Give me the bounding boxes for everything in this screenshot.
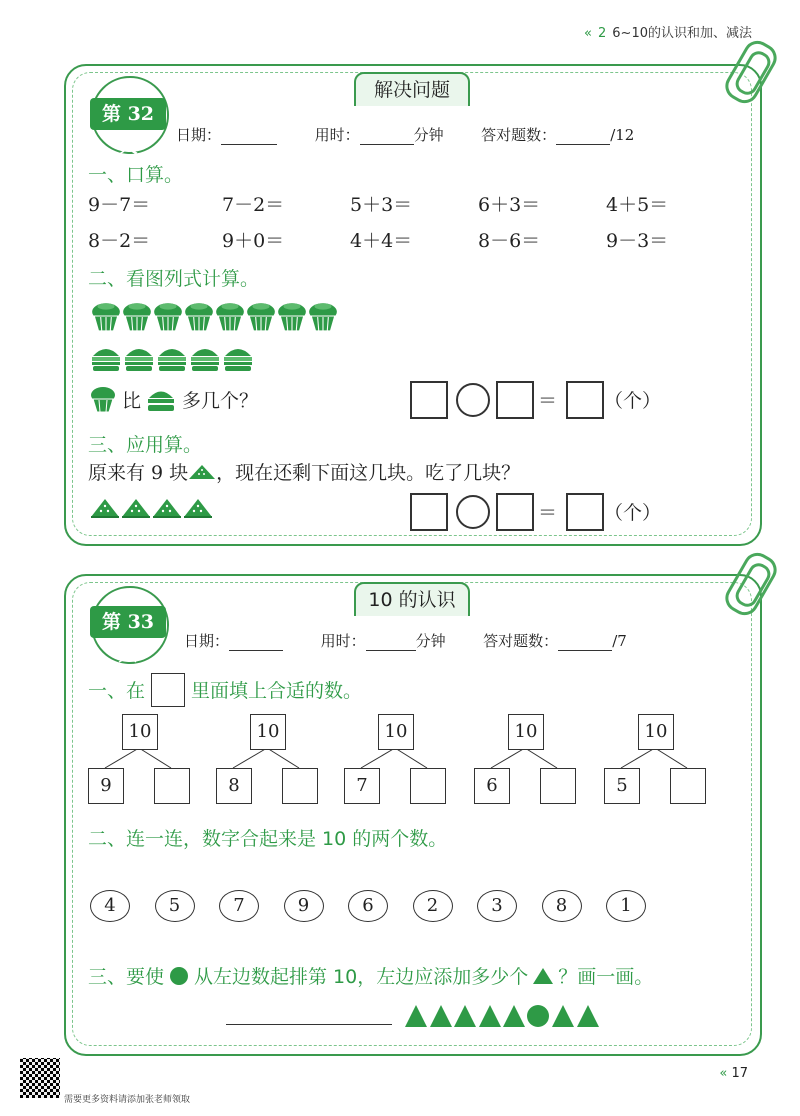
score-label: 答对题数：	[481, 126, 557, 144]
day32-tab-title: 解决问题	[354, 72, 470, 106]
day33-section3-title	[88, 962, 653, 989]
calc-item: 9＋0＝	[222, 230, 285, 252]
unit-label: （个）	[604, 390, 662, 412]
score-label-2: 答对题数：	[483, 632, 559, 650]
watermelon-icon	[121, 498, 151, 522]
time-unit-2: 分钟	[415, 632, 446, 650]
triangle-icon	[478, 1004, 502, 1032]
cupcake-icon	[152, 300, 184, 336]
tree-top-box: 10	[122, 714, 158, 750]
triangle-icon	[453, 1004, 477, 1032]
green-circle-icon	[527, 1004, 549, 1027]
tree-branch-line	[655, 748, 687, 768]
burger-icon	[156, 342, 188, 376]
s3-title-a: 三、要使	[88, 966, 165, 988]
tree-branch-line	[621, 748, 655, 768]
cupcake-icon	[121, 300, 153, 336]
green-circle-icon	[170, 967, 188, 985]
time-label: 用时：	[314, 126, 360, 144]
date-label: 日期：	[176, 126, 222, 144]
tree-top-box: 10	[638, 714, 674, 750]
unit-number: 2	[598, 26, 607, 41]
q3-text-a: 原来有 9 块	[88, 462, 189, 484]
cupcake-icon	[245, 300, 277, 336]
q3-text-b: ，现在还剩下面这几块。吃了几块？	[216, 462, 521, 484]
day32-badge: 第 32 天	[90, 98, 166, 130]
tree-branch-line	[267, 748, 299, 768]
tree-left-box: 9	[88, 768, 124, 804]
equals-sign: ＝	[538, 390, 558, 412]
calc-item: 4＋4＝	[350, 230, 413, 252]
tree-right-box[interactable]	[154, 768, 190, 804]
cupcake-icon	[276, 300, 308, 336]
triangle-icon	[502, 1004, 526, 1032]
unit-label-2: （个）	[604, 502, 662, 524]
answer-line[interactable]	[226, 1024, 392, 1025]
tree-branch-line	[233, 748, 267, 768]
number-oval[interactable]: 8	[542, 890, 582, 922]
calc-item: 7－2＝	[222, 194, 285, 216]
tree-left-box: 7	[344, 768, 380, 804]
score-total: /12	[610, 126, 635, 144]
number-oval[interactable]: 2	[413, 890, 453, 922]
tree-top-box: 10	[378, 714, 414, 750]
triangle-icon	[551, 1004, 575, 1032]
chevron-left-icon-2: «	[719, 1066, 728, 1081]
s3-title-b: 从左边数起排第 10，左边应添加多少个	[194, 966, 529, 988]
day32-section2-title: 二、看图列式计算。	[88, 268, 260, 290]
s1-title-b: 里面填上合适的数。	[191, 680, 363, 702]
time-label-2: 用时：	[320, 632, 366, 650]
tree-branch-line	[395, 748, 427, 768]
number-oval[interactable]: 6	[348, 890, 388, 922]
day32-section1-title: 一、口算。	[88, 164, 184, 186]
tree-right-box[interactable]	[670, 768, 706, 804]
day32-section3-title: 三、应用算。	[88, 434, 203, 456]
calc-item: 8－2＝	[88, 230, 151, 252]
watermelon-icon	[183, 498, 213, 522]
cupcake-icon	[90, 300, 122, 336]
burger-icon	[189, 342, 221, 376]
tree-right-box[interactable]	[410, 768, 446, 804]
tree-left-box: 6	[474, 768, 510, 804]
q2-compare: 比	[122, 390, 142, 412]
tree-branch-line	[525, 748, 557, 768]
burger-icon	[222, 342, 254, 376]
burger-icon	[90, 342, 122, 376]
watermelon-icon	[152, 498, 182, 522]
tree-top-box: 10	[508, 714, 544, 750]
calc-item: 5＋3＝	[350, 194, 413, 216]
day33-section2-title: 二、连一连，数字合起来是 10 的两个数。	[88, 828, 448, 850]
cupcake-icon	[214, 300, 246, 336]
footer-note: 需要更多资料请添加张老师领取	[64, 1095, 191, 1105]
tree-branch-line	[361, 748, 395, 768]
day33-badge: 第 33 天	[90, 606, 166, 638]
page-number	[719, 1066, 748, 1081]
tree-right-box[interactable]	[282, 768, 318, 804]
watermelon-icon	[90, 498, 120, 522]
tree-branch-line	[491, 748, 525, 768]
calc-item: 8－6＝	[478, 230, 541, 252]
equals-sign-2: ＝	[538, 502, 558, 524]
triangle-icon	[532, 967, 554, 985]
date-label-2: 日期：	[184, 632, 230, 650]
day33-tab-title: 10 的认识	[354, 582, 470, 616]
chevron-left-icon: «	[584, 26, 592, 41]
number-oval[interactable]: 5	[155, 890, 195, 922]
q2-question: 多几个？	[182, 390, 259, 412]
number-oval[interactable]: 3	[477, 890, 517, 922]
time-unit: 分钟	[413, 126, 444, 144]
tree-top-box: 10	[250, 714, 286, 750]
calc-item: 6＋3＝	[478, 194, 541, 216]
cupcake-icon	[183, 300, 215, 336]
calc-item: 9－3＝	[606, 230, 669, 252]
score-total-2: /7	[612, 632, 627, 650]
tree-right-box[interactable]	[540, 768, 576, 804]
number-oval[interactable]: 1	[606, 890, 646, 922]
tree-left-box: 5	[604, 768, 640, 804]
triangle-icon	[576, 1004, 600, 1032]
s1-title-a: 一、在	[88, 680, 146, 702]
burger-icon	[123, 342, 155, 376]
qr-code	[20, 1058, 60, 1098]
tree-left-box: 8	[216, 768, 252, 804]
calc-item: 4＋5＝	[606, 194, 669, 216]
tree-branch-line	[139, 748, 171, 768]
s3-title-c: ？画一画。	[558, 966, 654, 988]
cupcake-icon	[307, 300, 339, 336]
unit-title: 6~10的认识和加、减法	[612, 26, 752, 41]
page-number-text: 17	[731, 1066, 748, 1081]
number-oval[interactable]: 9	[284, 890, 324, 922]
tree-branch-line	[105, 748, 139, 768]
triangle-icon	[429, 1004, 453, 1032]
number-oval[interactable]: 4	[90, 890, 130, 922]
number-oval[interactable]: 7	[219, 890, 259, 922]
triangle-icon	[404, 1004, 428, 1032]
calc-item: 9－7＝	[88, 194, 151, 216]
